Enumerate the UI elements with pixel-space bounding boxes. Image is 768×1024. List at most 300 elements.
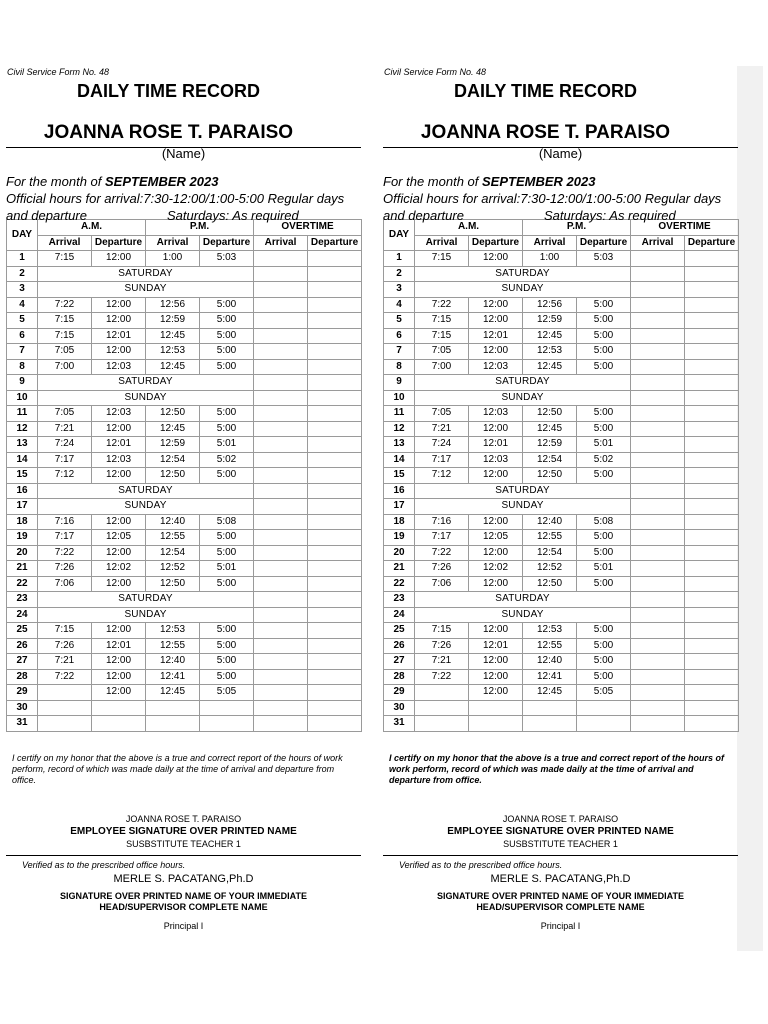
ot-departure-cell bbox=[685, 499, 739, 515]
pm-arrival-cell: 12:59 bbox=[146, 313, 200, 329]
day-cell: 2 bbox=[7, 266, 38, 282]
am-departure-cell: 12:00 bbox=[92, 468, 146, 484]
pm-arrival-header: Arrival bbox=[146, 235, 200, 251]
am-arrival-cell bbox=[38, 685, 92, 701]
table-row bbox=[384, 499, 739, 515]
dtr-form-right bbox=[383, 66, 738, 932]
pm-arrival-cell: 12:56 bbox=[523, 297, 577, 313]
pm-arrival-cell: 12:45 bbox=[523, 421, 577, 437]
table-row bbox=[384, 685, 739, 701]
pm-arrival-cell: 12:55 bbox=[523, 530, 577, 546]
ot-arrival-header: Arrival bbox=[631, 235, 685, 251]
table-row bbox=[7, 685, 362, 701]
supervisor-label-line-2: HEAD/SUPERVISOR COMPLETE NAME bbox=[476, 901, 645, 912]
ot-arrival-cell bbox=[254, 421, 308, 437]
pm-arrival-cell: 12:40 bbox=[146, 654, 200, 670]
day-cell: 12 bbox=[7, 421, 38, 437]
pm-arrival-cell: 1:00 bbox=[523, 251, 577, 267]
pm-arrival-cell: 12:59 bbox=[523, 313, 577, 329]
ot-departure-cell bbox=[685, 390, 739, 406]
am-arrival-cell: 7:12 bbox=[38, 468, 92, 484]
ot-arrival-cell bbox=[631, 344, 685, 360]
am-departure-cell: 12:00 bbox=[469, 297, 523, 313]
day-cell: 14 bbox=[7, 452, 38, 468]
day-type-cell: SUNDAY bbox=[38, 282, 254, 298]
ot-departure-cell bbox=[308, 421, 362, 437]
am-arrival-header: Arrival bbox=[38, 235, 92, 251]
am-departure-header: Departure bbox=[92, 235, 146, 251]
am-departure-cell bbox=[469, 700, 523, 716]
ot-arrival-cell bbox=[254, 390, 308, 406]
ot-arrival-cell bbox=[254, 669, 308, 685]
pm-arrival-cell: 12:59 bbox=[523, 437, 577, 453]
ot-departure-cell bbox=[685, 592, 739, 608]
day-type-cell: SATURDAY bbox=[38, 266, 254, 282]
am-departure-cell: 12:00 bbox=[469, 421, 523, 437]
day-cell: 22 bbox=[384, 576, 415, 592]
day-type-cell: SUNDAY bbox=[415, 607, 631, 623]
ot-arrival-cell bbox=[254, 313, 308, 329]
day-header: DAY bbox=[7, 220, 38, 251]
day-cell: 31 bbox=[7, 716, 38, 732]
official-hours: Official hours for arrival:7:30-12:00/1:00-5:00 Regular days bbox=[6, 191, 345, 206]
ot-departure-cell bbox=[308, 669, 362, 685]
ot-arrival-cell bbox=[631, 483, 685, 499]
ot-departure-cell bbox=[308, 592, 362, 608]
ot-departure-cell bbox=[308, 452, 362, 468]
am-arrival-cell: 7:15 bbox=[415, 313, 469, 329]
table-row bbox=[384, 483, 739, 499]
ot-arrival-cell bbox=[254, 499, 308, 515]
ot-arrival-cell bbox=[631, 654, 685, 670]
am-arrival-cell: 7:15 bbox=[38, 251, 92, 267]
pm-departure-cell: 5:00 bbox=[577, 297, 631, 313]
am-departure-cell: 12:00 bbox=[92, 654, 146, 670]
pm-arrival-cell: 12:40 bbox=[146, 514, 200, 530]
day-cell: 14 bbox=[384, 452, 415, 468]
ot-departure-cell bbox=[308, 313, 362, 329]
pm-arrival-cell: 12:41 bbox=[523, 669, 577, 685]
ot-arrival-cell bbox=[631, 685, 685, 701]
table-row bbox=[384, 359, 739, 375]
am-arrival-cell: 7:00 bbox=[415, 359, 469, 375]
day-cell: 25 bbox=[7, 623, 38, 639]
am-arrival-cell: 7:22 bbox=[415, 545, 469, 561]
ot-arrival-cell bbox=[631, 282, 685, 298]
ot-arrival-cell bbox=[254, 452, 308, 468]
ot-departure-cell bbox=[308, 545, 362, 561]
am-arrival-cell: 7:17 bbox=[415, 452, 469, 468]
ot-departure-cell bbox=[685, 545, 739, 561]
am-departure-cell: 12:00 bbox=[92, 251, 146, 267]
pm-departure-cell: 5:00 bbox=[200, 623, 254, 639]
pm-arrival-cell: 12:50 bbox=[523, 406, 577, 422]
supervisor-label-line-1: SIGNATURE OVER PRINTED NAME OF YOUR IMMEDIATE bbox=[436, 890, 684, 901]
am-departure-cell: 12:00 bbox=[469, 313, 523, 329]
pm-arrival-cell: 12:52 bbox=[146, 561, 200, 577]
ot-arrival-cell bbox=[254, 359, 308, 375]
ot-arrival-cell bbox=[631, 499, 685, 515]
day-type-cell: SUNDAY bbox=[38, 607, 254, 623]
pm-arrival-cell: 12:45 bbox=[146, 685, 200, 701]
form-title: DAILY TIME RECORD bbox=[76, 81, 261, 101]
ot-arrival-cell bbox=[631, 313, 685, 329]
day-cell: 6 bbox=[384, 328, 415, 344]
pm-departure-cell: 5:00 bbox=[577, 638, 631, 654]
pm-departure-cell: 5:00 bbox=[577, 421, 631, 437]
day-type-cell: SUNDAY bbox=[38, 499, 254, 515]
form-number: Civil Service Form No. 48 bbox=[384, 67, 487, 77]
pm-departure-cell: 5:00 bbox=[200, 576, 254, 592]
am-header: A.M. bbox=[415, 220, 523, 236]
am-departure-cell: 12:03 bbox=[92, 406, 146, 422]
pm-arrival-cell: 1:00 bbox=[146, 251, 200, 267]
ot-arrival-cell bbox=[631, 452, 685, 468]
employee-printed-name: JOANNA ROSE T. PARAISO bbox=[125, 813, 242, 824]
pm-arrival-cell: 12:45 bbox=[523, 359, 577, 375]
ot-arrival-cell bbox=[631, 607, 685, 623]
pm-departure-cell: 5:00 bbox=[577, 545, 631, 561]
ot-departure-cell bbox=[308, 561, 362, 577]
am-arrival-cell: 7:15 bbox=[415, 623, 469, 639]
am-arrival-cell bbox=[38, 700, 92, 716]
ot-departure-cell bbox=[308, 437, 362, 453]
am-departure-cell: 12:00 bbox=[469, 251, 523, 267]
pm-arrival-cell: 12:45 bbox=[523, 685, 577, 701]
day-cell: 15 bbox=[7, 468, 38, 484]
am-arrival-cell: 7:06 bbox=[415, 576, 469, 592]
ot-arrival-cell bbox=[631, 406, 685, 422]
departure-line bbox=[383, 207, 738, 224]
signature-rule bbox=[6, 855, 361, 856]
am-arrival-cell: 7:26 bbox=[38, 561, 92, 577]
pm-departure-cell: 5:00 bbox=[200, 638, 254, 654]
am-arrival-cell: 7:15 bbox=[38, 328, 92, 344]
day-cell: 11 bbox=[7, 406, 38, 422]
pm-departure-cell: 5:00 bbox=[577, 576, 631, 592]
ot-arrival-cell bbox=[254, 716, 308, 732]
day-header: DAY bbox=[384, 220, 415, 251]
am-arrival-cell: 7:16 bbox=[38, 514, 92, 530]
table-row bbox=[384, 344, 739, 360]
am-departure-cell bbox=[92, 716, 146, 732]
pm-departure-cell bbox=[577, 700, 631, 716]
certification-text: I certify on my honor that the above is a true and correct report of the hours of work perform, record of which was made daily at the time of arrival and departure from office. bbox=[12, 752, 343, 785]
ot-arrival-cell bbox=[631, 297, 685, 313]
pm-departure-cell: 5:00 bbox=[200, 421, 254, 437]
day-cell: 21 bbox=[7, 561, 38, 577]
am-arrival-cell bbox=[415, 700, 469, 716]
ot-arrival-cell bbox=[254, 607, 308, 623]
table-row bbox=[7, 607, 362, 623]
am-departure-cell: 12:00 bbox=[92, 421, 146, 437]
day-cell: 22 bbox=[7, 576, 38, 592]
ot-departure-cell bbox=[685, 654, 739, 670]
pm-departure-cell: 5:00 bbox=[200, 344, 254, 360]
supervisor-name: MERLE S. PACATANG,Ph.D bbox=[490, 872, 631, 885]
pm-arrival-cell: 12:56 bbox=[146, 297, 200, 313]
ot-departure-cell bbox=[308, 685, 362, 701]
ot-departure-cell bbox=[308, 514, 362, 530]
day-type-cell: SUNDAY bbox=[415, 282, 631, 298]
table-row bbox=[7, 514, 362, 530]
day-cell: 10 bbox=[7, 390, 38, 406]
table-row bbox=[384, 266, 739, 282]
ot-arrival-cell bbox=[254, 592, 308, 608]
pm-departure-cell bbox=[200, 700, 254, 716]
ot-departure-cell bbox=[308, 607, 362, 623]
am-departure-cell: 12:00 bbox=[92, 313, 146, 329]
pm-arrival-header: Arrival bbox=[523, 235, 577, 251]
table-row bbox=[7, 561, 362, 577]
form-number: Civil Service Form No. 48 bbox=[7, 67, 110, 77]
ot-departure-cell bbox=[685, 638, 739, 654]
ot-departure-cell bbox=[685, 623, 739, 639]
ot-departure-cell bbox=[685, 359, 739, 375]
ot-departure-cell bbox=[308, 530, 362, 546]
ot-departure-cell bbox=[685, 313, 739, 329]
am-departure-cell: 12:03 bbox=[469, 406, 523, 422]
am-arrival-cell: 7:17 bbox=[38, 452, 92, 468]
day-cell: 2 bbox=[384, 266, 415, 282]
day-cell: 1 bbox=[384, 251, 415, 267]
table-row bbox=[7, 638, 362, 654]
ot-departure-cell bbox=[308, 700, 362, 716]
table-row bbox=[7, 592, 362, 608]
am-arrival-cell: 7:21 bbox=[38, 654, 92, 670]
am-departure-cell: 12:03 bbox=[92, 359, 146, 375]
pm-departure-cell: 5:00 bbox=[200, 297, 254, 313]
am-arrival-cell: 7:15 bbox=[38, 313, 92, 329]
table-row bbox=[384, 468, 739, 484]
ot-arrival-cell bbox=[254, 282, 308, 298]
ot-arrival-cell bbox=[254, 406, 308, 422]
ot-departure-cell bbox=[685, 716, 739, 732]
table-row bbox=[7, 654, 362, 670]
table-row bbox=[7, 251, 362, 267]
pm-arrival-cell: 12:55 bbox=[523, 638, 577, 654]
day-cell: 27 bbox=[384, 654, 415, 670]
am-departure-cell: 12:00 bbox=[469, 576, 523, 592]
day-cell: 26 bbox=[384, 638, 415, 654]
am-departure-cell: 12:00 bbox=[92, 545, 146, 561]
table-row bbox=[384, 700, 739, 716]
day-cell: 10 bbox=[384, 390, 415, 406]
ot-departure-cell bbox=[685, 669, 739, 685]
saturday-hours: Saturdays: As required bbox=[167, 208, 299, 223]
day-type-cell: SUNDAY bbox=[415, 499, 631, 515]
am-header: A.M. bbox=[38, 220, 146, 236]
pm-departure-cell: 5:00 bbox=[200, 328, 254, 344]
am-arrival-cell: 7:22 bbox=[38, 545, 92, 561]
day-type-cell: SATURDAY bbox=[38, 483, 254, 499]
ot-arrival-cell bbox=[631, 592, 685, 608]
ot-departure-cell bbox=[685, 375, 739, 391]
departure-line bbox=[6, 207, 361, 224]
am-departure-cell: 12:01 bbox=[92, 328, 146, 344]
pm-departure-cell: 5:03 bbox=[200, 251, 254, 267]
table-row bbox=[384, 530, 739, 546]
day-cell: 20 bbox=[384, 545, 415, 561]
ot-arrival-cell bbox=[254, 375, 308, 391]
pm-arrival-cell: 12:50 bbox=[523, 576, 577, 592]
ot-arrival-cell bbox=[631, 468, 685, 484]
pm-departure-cell: 5:00 bbox=[200, 530, 254, 546]
ot-arrival-cell bbox=[254, 344, 308, 360]
pm-departure-header: Departure bbox=[200, 235, 254, 251]
am-arrival-cell: 7:17 bbox=[38, 530, 92, 546]
scrollbar[interactable] bbox=[737, 66, 763, 951]
ot-departure-cell bbox=[685, 468, 739, 484]
month-line bbox=[6, 173, 361, 190]
ot-departure-cell bbox=[308, 638, 362, 654]
table-row bbox=[7, 483, 362, 499]
am-arrival-cell: 7:15 bbox=[415, 251, 469, 267]
ot-arrival-cell bbox=[254, 328, 308, 344]
table-row bbox=[384, 623, 739, 639]
ot-departure-cell bbox=[308, 375, 362, 391]
table-row bbox=[384, 251, 739, 267]
am-arrival-cell bbox=[415, 685, 469, 701]
am-arrival-cell bbox=[38, 716, 92, 732]
day-cell: 15 bbox=[384, 468, 415, 484]
am-departure-cell: 12:05 bbox=[92, 530, 146, 546]
am-arrival-cell: 7:26 bbox=[38, 638, 92, 654]
am-arrival-cell: 7:22 bbox=[415, 297, 469, 313]
ot-departure-cell bbox=[308, 483, 362, 499]
ot-arrival-cell bbox=[631, 421, 685, 437]
ot-arrival-cell bbox=[631, 576, 685, 592]
pm-arrival-cell: 12:53 bbox=[146, 344, 200, 360]
pm-arrival-cell: 12:54 bbox=[146, 545, 200, 561]
table-row bbox=[7, 297, 362, 313]
pm-arrival-cell: 12:45 bbox=[146, 359, 200, 375]
pm-departure-cell: 5:00 bbox=[577, 344, 631, 360]
pm-arrival-cell bbox=[146, 700, 200, 716]
employee-printed-name: JOANNA ROSE T. PARAISO bbox=[502, 813, 619, 824]
day-cell: 19 bbox=[7, 530, 38, 546]
table-row bbox=[384, 390, 739, 406]
day-cell: 23 bbox=[384, 592, 415, 608]
table-row bbox=[384, 545, 739, 561]
day-cell: 18 bbox=[7, 514, 38, 530]
am-arrival-cell: 7:26 bbox=[415, 638, 469, 654]
supervisor-title: Principal I bbox=[163, 920, 204, 931]
pm-departure-cell: 5:01 bbox=[200, 561, 254, 577]
ot-arrival-cell bbox=[254, 638, 308, 654]
time-record-body bbox=[7, 251, 362, 732]
am-departure-cell: 12:01 bbox=[92, 437, 146, 453]
employee-position: SUSBSTITUTE TEACHER 1 bbox=[126, 838, 241, 849]
ot-departure-cell bbox=[685, 576, 739, 592]
ot-departure-cell bbox=[308, 344, 362, 360]
ot-departure-cell bbox=[308, 499, 362, 515]
day-cell: 13 bbox=[7, 437, 38, 453]
ot-departure-cell bbox=[308, 716, 362, 732]
overtime-header: OVERTIME bbox=[631, 220, 739, 236]
ot-arrival-cell bbox=[631, 390, 685, 406]
table-row bbox=[384, 654, 739, 670]
pm-arrival-cell: 12:54 bbox=[523, 452, 577, 468]
form-title: DAILY TIME RECORD bbox=[453, 81, 638, 101]
pm-departure-cell: 5:00 bbox=[200, 359, 254, 375]
am-departure-cell: 12:00 bbox=[469, 669, 523, 685]
day-cell: 1 bbox=[7, 251, 38, 267]
day-cell: 27 bbox=[7, 654, 38, 670]
pm-arrival-cell bbox=[146, 716, 200, 732]
am-departure-cell: 12:03 bbox=[469, 452, 523, 468]
verification-text: Verified as to the prescribed office hours. bbox=[399, 859, 563, 870]
am-departure-cell: 12:05 bbox=[469, 530, 523, 546]
am-departure-cell: 12:02 bbox=[92, 561, 146, 577]
pm-arrival-cell: 12:53 bbox=[523, 344, 577, 360]
ot-departure-cell bbox=[685, 700, 739, 716]
am-arrival-cell: 7:22 bbox=[38, 669, 92, 685]
ot-arrival-header: Arrival bbox=[254, 235, 308, 251]
pm-arrival-cell: 12:50 bbox=[146, 406, 200, 422]
pm-departure-cell: 5:02 bbox=[577, 452, 631, 468]
table-row bbox=[384, 561, 739, 577]
am-arrival-cell: 7:06 bbox=[38, 576, 92, 592]
am-arrival-cell: 7:22 bbox=[38, 297, 92, 313]
pm-arrival-cell: 12:54 bbox=[523, 545, 577, 561]
supervisor-label-line-2: HEAD/SUPERVISOR COMPLETE NAME bbox=[99, 901, 268, 912]
pm-departure-cell: 5:00 bbox=[200, 669, 254, 685]
ot-departure-cell bbox=[308, 406, 362, 422]
pm-departure-cell: 5:03 bbox=[577, 251, 631, 267]
am-arrival-cell: 7:21 bbox=[415, 654, 469, 670]
am-departure-cell: 12:00 bbox=[469, 685, 523, 701]
ot-arrival-cell bbox=[631, 530, 685, 546]
pm-arrival-cell: 12:50 bbox=[146, 468, 200, 484]
table-row bbox=[7, 468, 362, 484]
pm-departure-cell: 5:00 bbox=[200, 545, 254, 561]
pm-departure-header: Departure bbox=[577, 235, 631, 251]
am-departure-cell bbox=[92, 700, 146, 716]
supervisor-label bbox=[383, 891, 738, 913]
pm-arrival-cell: 12:41 bbox=[146, 669, 200, 685]
ot-departure-cell bbox=[685, 437, 739, 453]
am-arrival-cell: 7:17 bbox=[415, 530, 469, 546]
overtime-header: OVERTIME bbox=[254, 220, 362, 236]
pm-departure-cell: 5:01 bbox=[577, 437, 631, 453]
month-value: SEPTEMBER 2023 bbox=[482, 174, 596, 189]
ot-departure-header: Departure bbox=[685, 235, 739, 251]
table-row bbox=[384, 437, 739, 453]
ot-departure-cell bbox=[685, 282, 739, 298]
ot-departure-cell bbox=[685, 685, 739, 701]
am-departure-cell: 12:00 bbox=[92, 576, 146, 592]
ot-arrival-cell bbox=[254, 700, 308, 716]
table-row bbox=[384, 514, 739, 530]
table-row bbox=[7, 669, 362, 685]
table-row bbox=[384, 421, 739, 437]
day-type-cell: SATURDAY bbox=[415, 483, 631, 499]
ot-departure-cell bbox=[308, 282, 362, 298]
table-row bbox=[384, 638, 739, 654]
table-row bbox=[7, 375, 362, 391]
pm-arrival-cell: 12:55 bbox=[146, 530, 200, 546]
day-cell: 31 bbox=[384, 716, 415, 732]
am-departure-cell: 12:01 bbox=[469, 437, 523, 453]
table-row bbox=[384, 313, 739, 329]
ot-departure-cell bbox=[308, 623, 362, 639]
ot-arrival-cell bbox=[254, 654, 308, 670]
day-cell: 23 bbox=[7, 592, 38, 608]
ot-departure-cell bbox=[685, 421, 739, 437]
ot-arrival-cell bbox=[631, 545, 685, 561]
ot-departure-cell bbox=[685, 530, 739, 546]
